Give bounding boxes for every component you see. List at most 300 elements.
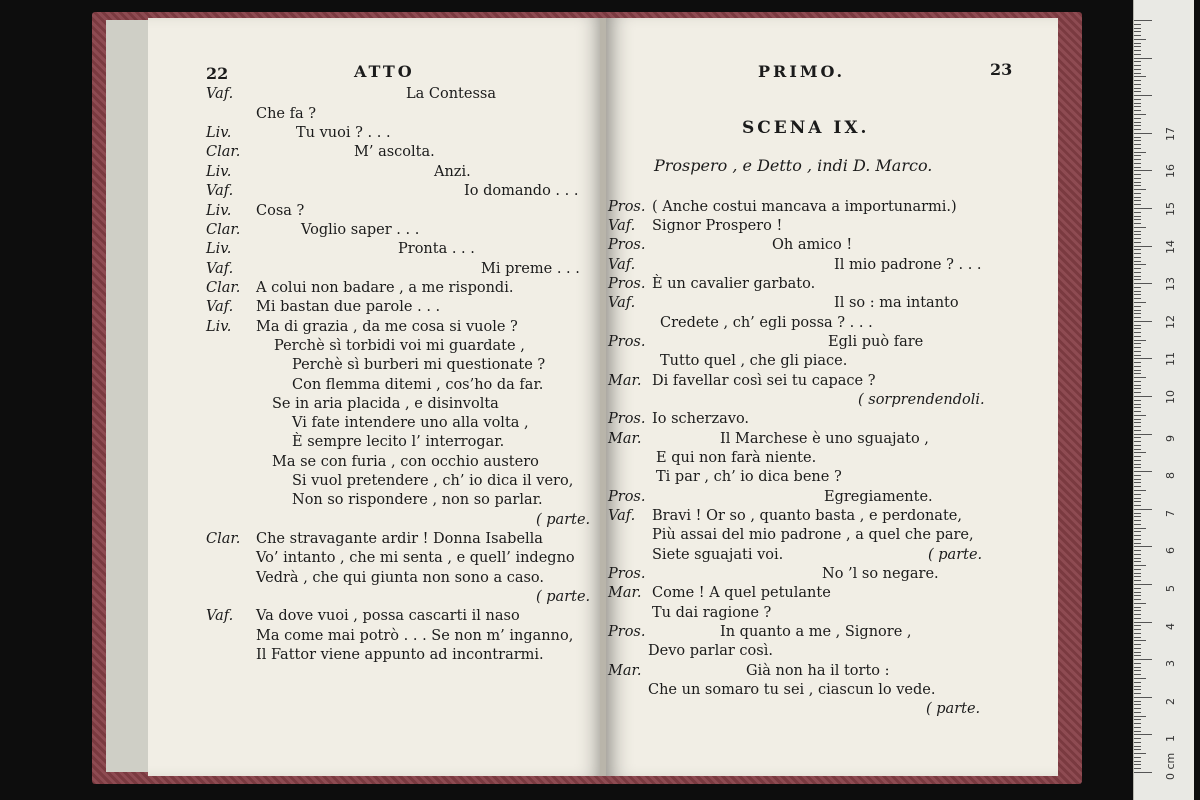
ruler-tick <box>1134 475 1141 476</box>
verse-line: Vi fate intendere uno alla volta , <box>292 415 529 431</box>
ruler-label: 15 <box>1164 202 1177 216</box>
speaker-label: Liv. <box>206 319 232 335</box>
speaker-label: Vaf. <box>608 508 636 524</box>
ruler-tick <box>1134 753 1146 754</box>
ruler-tick <box>1134 178 1141 179</box>
ruler-tick <box>1134 524 1141 525</box>
ruler-tick <box>1134 460 1141 461</box>
verse-line: Egregiamente. <box>824 489 933 505</box>
ruler-label: 7 <box>1164 509 1177 517</box>
speaker-label: Clar. <box>206 531 241 547</box>
verse-line: Il so : ma intanto <box>834 295 959 311</box>
ruler-tick <box>1134 686 1141 687</box>
flyleaf-edge <box>106 20 152 772</box>
ruler-tick <box>1134 242 1141 243</box>
verse-line: ( sorprendendoli. <box>858 392 985 408</box>
verse-line: Oh amico ! <box>772 237 853 253</box>
ruler-tick <box>1134 182 1141 183</box>
ruler-label: 4 <box>1164 622 1177 630</box>
verse-line: E qui non farà niente. <box>656 450 817 466</box>
ruler-tick <box>1134 415 1146 416</box>
speaker-label: Vaf. <box>608 295 636 311</box>
ruler-tick <box>1134 693 1141 694</box>
speaker-label: Liv. <box>206 164 232 180</box>
ruler-tick <box>1134 140 1141 141</box>
speaker-label: Pros. <box>608 566 646 582</box>
ruler-tick <box>1134 65 1141 66</box>
ruler-tick <box>1134 155 1141 156</box>
ruler-tick <box>1134 170 1152 171</box>
speaker-label: Vaf. <box>206 299 234 315</box>
speaker-label: Liv. <box>206 125 232 141</box>
verse-line: Siete sguajati voi. <box>652 547 784 563</box>
ruler-tick <box>1134 253 1141 254</box>
ruler-tick <box>1134 708 1141 709</box>
ruler-tick <box>1134 110 1141 111</box>
ruler-tick <box>1134 704 1141 705</box>
scene-title: SCENA IX. <box>742 118 870 138</box>
ruler-tick <box>1134 731 1141 732</box>
right-page <box>606 18 1058 776</box>
ruler-tick <box>1134 73 1141 74</box>
ruler-tick <box>1134 362 1141 363</box>
ruler-tick <box>1134 54 1141 55</box>
ruler-tick <box>1134 764 1141 765</box>
ruler-tick <box>1134 701 1141 702</box>
ruler-tick <box>1134 584 1152 585</box>
ruler-tick <box>1134 505 1141 506</box>
ruler-label: 16 <box>1164 164 1177 179</box>
verse-line: M’ ascolta. <box>354 144 435 160</box>
ruler-tick <box>1134 546 1152 547</box>
ruler-tick <box>1134 148 1141 149</box>
ruler-tick <box>1134 264 1146 265</box>
ruler-label: 2 <box>1164 697 1177 705</box>
verse-line: Perchè sì torbidi voi mi guardate , <box>274 338 525 354</box>
speaker-label: Pros. <box>608 489 646 505</box>
ruler-label: 0 cm <box>1164 752 1177 780</box>
ruler-tick <box>1134 234 1141 235</box>
ruler-tick <box>1134 482 1141 483</box>
ruler-tick <box>1134 501 1141 502</box>
ruler-tick <box>1134 607 1141 608</box>
ruler-tick <box>1134 663 1141 664</box>
speaker-label: Mar. <box>608 663 642 679</box>
speaker-label: Mar. <box>608 431 642 447</box>
speaker-label: Vaf. <box>608 257 636 273</box>
verse-line: Perchè sì burberi mi questionate ? <box>292 357 546 373</box>
verse-line: Il mio padrone ? . . . <box>834 257 982 273</box>
verse-line: Che fa ? <box>256 106 317 122</box>
ruler-tick <box>1134 727 1141 728</box>
ruler-tick <box>1134 603 1146 604</box>
verse-line: ( parte. <box>928 547 983 563</box>
ruler-label: 3 <box>1164 660 1177 668</box>
ruler-tick <box>1134 452 1146 453</box>
ruler-label: 13 <box>1164 277 1177 292</box>
speaker-label: Clar. <box>206 222 241 238</box>
ruler-tick <box>1134 336 1141 337</box>
verse-line: Tu dai ragione ? <box>652 605 772 621</box>
ruler-tick <box>1134 174 1141 175</box>
ruler-tick <box>1134 268 1141 269</box>
ruler-tick <box>1134 133 1152 134</box>
ruler-tick <box>1134 528 1146 529</box>
ruler-tick <box>1134 69 1141 70</box>
ruler-tick <box>1134 561 1141 562</box>
ruler-tick <box>1134 445 1141 446</box>
ruler-label: 11 <box>1164 352 1177 367</box>
ruler-tick <box>1134 340 1146 341</box>
ruler-tick <box>1134 373 1141 374</box>
ruler-tick <box>1134 216 1141 217</box>
ruler-tick <box>1134 757 1141 758</box>
ruler-tick <box>1134 223 1141 224</box>
ruler-tick <box>1134 347 1141 348</box>
verse-line: Di favellar così sei tu capace ? <box>652 373 876 389</box>
ruler-tick <box>1134 39 1146 40</box>
ruler-tick <box>1134 238 1141 239</box>
verse-line: ( Anche costui mancava a importunarmi.) <box>652 199 957 215</box>
ruler-tick <box>1134 569 1141 570</box>
ruler-tick <box>1134 539 1141 540</box>
ruler-tick <box>1134 163 1141 164</box>
verse-line: È un cavalier garbato. <box>652 276 816 292</box>
ruler-tick <box>1134 351 1141 352</box>
ruler-tick <box>1134 50 1141 51</box>
verse-line: Tu vuoi ? . . . <box>296 125 391 141</box>
verse-line: È sempre lecito l’ interrogar. <box>292 434 505 450</box>
ruler-tick <box>1134 659 1152 660</box>
ruler-tick <box>1134 614 1141 615</box>
ruler-tick <box>1134 276 1141 277</box>
verse-line: Mi preme . . . <box>481 261 580 277</box>
ruler-tick <box>1134 152 1146 153</box>
ruler-tick <box>1134 592 1141 593</box>
verse-line: Che un somaro tu sei , ciascun lo vede. <box>648 682 936 698</box>
speaker-label: Pros. <box>608 624 646 640</box>
speaker-label: Liv. <box>206 203 232 219</box>
ruler-tick <box>1134 61 1141 62</box>
ruler-label: 9 <box>1164 434 1177 442</box>
ruler-label: 17 <box>1164 126 1177 141</box>
verse-line: Se in aria placida , e disinvolta <box>272 396 499 412</box>
ruler-tick <box>1134 422 1141 423</box>
ruler-tick <box>1134 204 1141 205</box>
verse-line: No ’l so negare. <box>822 566 939 582</box>
ruler-tick <box>1134 144 1141 145</box>
ruler-tick <box>1134 129 1141 130</box>
ruler-tick <box>1134 114 1146 115</box>
left-page <box>148 18 604 776</box>
ruler-tick <box>1134 231 1141 232</box>
ruler-tick <box>1134 219 1141 220</box>
verse-line: Io domando . . . <box>464 183 579 199</box>
ruler-tick <box>1134 249 1141 250</box>
speaker-label: Pros. <box>608 199 646 215</box>
ruler-tick <box>1134 746 1141 747</box>
verse-line: Con flemma ditemi , cos’ho da far. <box>292 377 544 393</box>
ruler-tick <box>1134 404 1141 405</box>
ruler-tick <box>1134 200 1141 201</box>
speaker-label: Vaf. <box>206 86 234 102</box>
ruler-tick <box>1134 46 1141 47</box>
ruler-tick <box>1134 637 1141 638</box>
ruler-tick <box>1134 317 1141 318</box>
ruler-tick <box>1134 697 1152 698</box>
ruler-tick <box>1134 580 1141 581</box>
verse-line: Va dove vuoi , possa cascarti il naso <box>256 608 520 624</box>
verse-line: Che stravagante ardir ! Donna Isabella <box>256 531 543 547</box>
verse-line: Vo’ intanto , che mi senta , e quell’ indegno <box>256 550 575 566</box>
ruler-tick <box>1134 640 1146 641</box>
ruler-tick <box>1134 106 1141 107</box>
verse-line: Il Fattor viene appunto ad incontrarmi. <box>256 647 544 663</box>
verse-line: Il Marchese è uno sguajato , <box>720 431 929 447</box>
verse-line: Anzi. <box>434 164 471 180</box>
ruler-label: 10 <box>1164 390 1177 404</box>
speaker-label: Clar. <box>206 280 241 296</box>
ruler-tick <box>1134 407 1141 408</box>
ruler-tick <box>1134 321 1152 322</box>
ruler-tick <box>1134 716 1146 717</box>
ruler-tick <box>1134 550 1141 551</box>
ruler-tick <box>1134 520 1141 521</box>
ruler-label: 5 <box>1164 585 1177 592</box>
speaker-label: Pros. <box>608 334 646 350</box>
ruler-tick <box>1134 381 1141 382</box>
running-head-left: ATTO <box>354 62 415 81</box>
speaker-label: Vaf. <box>206 608 234 624</box>
ruler-tick <box>1134 498 1141 499</box>
ruler-tick <box>1134 28 1141 29</box>
ruler-tick <box>1134 667 1141 668</box>
ruler-tick <box>1134 670 1141 671</box>
ruler-tick <box>1134 261 1141 262</box>
speaker-label: Mar. <box>608 373 642 389</box>
ruler-tick <box>1134 358 1152 359</box>
ruler-tick <box>1134 313 1141 314</box>
verse-line: Mi bastan due parole . . . <box>256 299 441 315</box>
verse-line: Bravi ! Or so , quanto basta , e perdonate, <box>652 508 962 524</box>
ruler-tick <box>1134 543 1141 544</box>
ruler-tick <box>1134 678 1146 679</box>
ruler-tick <box>1134 84 1141 85</box>
verse-line: ( parte. <box>926 701 981 717</box>
ruler-tick <box>1134 509 1152 510</box>
ruler-tick <box>1134 99 1141 100</box>
ruler-tick <box>1134 471 1152 472</box>
ruler-tick <box>1134 610 1141 611</box>
speaker-label: Pros. <box>608 237 646 253</box>
ruler-tick <box>1134 437 1141 438</box>
ruler-tick <box>1134 516 1141 517</box>
ruler-tick <box>1134 88 1141 89</box>
ruler-tick <box>1134 257 1141 258</box>
ruler-tick <box>1134 355 1141 356</box>
ruler-tick <box>1134 535 1141 536</box>
speaker-label: Liv. <box>206 241 232 257</box>
ruler-tick <box>1134 291 1141 292</box>
ruler-tick <box>1134 185 1141 186</box>
ruler-tick <box>1134 208 1152 209</box>
ruler-tick <box>1134 625 1141 626</box>
ruler-tick <box>1134 456 1141 457</box>
verse-line: Ma di grazia , da me cosa si vuole ? <box>256 319 518 335</box>
ruler-tick <box>1134 279 1141 280</box>
ruler-tick <box>1134 652 1141 653</box>
ruler-tick <box>1134 419 1141 420</box>
ruler-label: 12 <box>1164 314 1177 329</box>
ruler-tick <box>1134 719 1141 720</box>
ruler-tick <box>1134 573 1141 574</box>
verse-line: Egli può fare <box>828 334 924 350</box>
ruler-tick <box>1134 193 1141 194</box>
ruler-tick <box>1134 467 1141 468</box>
verse-line: Cosa ? <box>256 203 305 219</box>
verse-line: In quanto a me , Signore , <box>720 624 912 640</box>
ruler-tick <box>1134 772 1152 773</box>
ruler-tick <box>1134 464 1141 465</box>
verse-line: Non so rispondere , non so parlar. <box>292 492 543 508</box>
ruler-tick <box>1134 682 1141 683</box>
verse-line: Voglio saper . . . <box>301 222 420 238</box>
ruler-tick <box>1134 189 1146 190</box>
ruler-tick <box>1134 655 1141 656</box>
ruler-tick <box>1134 302 1146 303</box>
speaker-label: Vaf. <box>206 261 234 277</box>
ruler-tick <box>1134 768 1141 769</box>
ruler-tick <box>1134 343 1141 344</box>
ruler-tick <box>1134 723 1141 724</box>
verse-line: Vedrà , che qui giunta non sono a caso. <box>256 570 545 586</box>
ruler-tick <box>1134 531 1141 532</box>
ruler-tick <box>1134 385 1141 386</box>
verse-line: Devo parlar così. <box>648 643 773 659</box>
ruler-tick <box>1134 366 1141 367</box>
measurement-ruler <box>1133 0 1194 800</box>
verse-line: Ma come mai potrò . . . Se non m’ inganno, <box>256 628 574 644</box>
ruler-tick <box>1134 306 1141 307</box>
verse-line: Già non ha il torto : <box>746 663 890 679</box>
ruler-label: 6 <box>1164 547 1177 555</box>
ruler-tick <box>1134 328 1141 329</box>
ruler-tick <box>1134 122 1141 123</box>
ruler-label: 14 <box>1164 239 1177 254</box>
ruler-tick <box>1134 411 1141 412</box>
verse-line: A colui non badare , a me rispondi. <box>256 280 514 296</box>
ruler-tick <box>1134 35 1141 36</box>
speaker-label: Pros. <box>608 276 646 292</box>
verse-line: Più assai del mio padrone , a quel che pare, <box>652 527 974 543</box>
ruler-tick <box>1134 689 1141 690</box>
ruler-tick <box>1134 95 1152 96</box>
ruler-tick <box>1134 58 1152 59</box>
speaker-label: Clar. <box>206 144 241 160</box>
verse-line: ( parte. <box>536 589 591 605</box>
ruler-tick <box>1134 648 1141 649</box>
ruler-tick <box>1134 125 1141 126</box>
ruler-tick <box>1134 20 1152 21</box>
ruler-tick <box>1134 396 1152 397</box>
ruler-tick <box>1134 565 1146 566</box>
ruler-tick <box>1134 91 1141 92</box>
ruler-tick <box>1134 246 1152 247</box>
ruler-tick <box>1134 576 1141 577</box>
ruler-tick <box>1134 298 1141 299</box>
ruler-tick <box>1134 434 1152 435</box>
cast-line: Prospero , e Detto , indi D. Marco. <box>654 156 933 175</box>
ruler-tick <box>1134 629 1141 630</box>
ruler-tick <box>1134 761 1141 762</box>
ruler-tick <box>1134 310 1141 311</box>
ruler-tick <box>1134 618 1141 619</box>
ruler-tick <box>1134 742 1141 743</box>
page-number-right: 23 <box>990 60 1013 79</box>
ruler-tick <box>1134 118 1141 119</box>
verse-line: ( parte. <box>536 512 591 528</box>
ruler-tick <box>1134 738 1141 739</box>
ruler-tick <box>1134 167 1141 168</box>
verse-line: Pronta . . . <box>398 241 475 257</box>
ruler-tick <box>1134 227 1146 228</box>
speaker-label: Vaf. <box>206 183 234 199</box>
ruler-tick <box>1134 599 1141 600</box>
ruler-label: 8 <box>1164 472 1177 480</box>
speaker-label: Mar. <box>608 585 642 601</box>
ruler-tick <box>1134 325 1141 326</box>
ruler-tick <box>1134 103 1141 104</box>
ruler-tick <box>1134 712 1141 713</box>
ruler-tick <box>1134 494 1141 495</box>
ruler-tick <box>1134 513 1141 514</box>
ruler-tick <box>1134 595 1141 596</box>
ruler-tick <box>1134 674 1141 675</box>
ruler-tick <box>1134 392 1141 393</box>
ruler-tick <box>1134 197 1141 198</box>
speaker-label: Vaf. <box>608 218 636 234</box>
ruler-tick <box>1134 622 1152 623</box>
ruler-tick <box>1134 377 1146 378</box>
ruler-tick <box>1134 24 1141 25</box>
ruler-tick <box>1134 159 1141 160</box>
ruler-tick <box>1134 332 1141 333</box>
ruler-tick <box>1134 294 1141 295</box>
ruler-tick <box>1134 80 1141 81</box>
ruler-tick <box>1134 486 1141 487</box>
speaker-label: Pros. <box>608 411 646 427</box>
ruler-tick <box>1134 212 1141 213</box>
ruler-tick <box>1134 388 1141 389</box>
verse-line: Io scherzavo. <box>652 411 750 427</box>
ruler-tick <box>1134 76 1146 77</box>
ruler-tick <box>1134 31 1141 32</box>
verse-line: La Contessa <box>406 86 496 102</box>
ruler-tick <box>1134 558 1141 559</box>
running-head-right: PRIMO. <box>758 62 846 81</box>
verse-line: Tutto quel , che gli piace. <box>660 353 848 369</box>
ruler-tick <box>1134 370 1141 371</box>
ruler-tick <box>1134 490 1146 491</box>
ruler-tick <box>1134 272 1141 273</box>
ruler-tick <box>1134 644 1141 645</box>
ruler-tick <box>1134 749 1141 750</box>
ruler-tick <box>1134 43 1141 44</box>
ruler-tick <box>1134 287 1141 288</box>
ruler-tick <box>1134 430 1141 431</box>
ruler-tick <box>1134 633 1141 634</box>
ruler-tick <box>1134 449 1141 450</box>
